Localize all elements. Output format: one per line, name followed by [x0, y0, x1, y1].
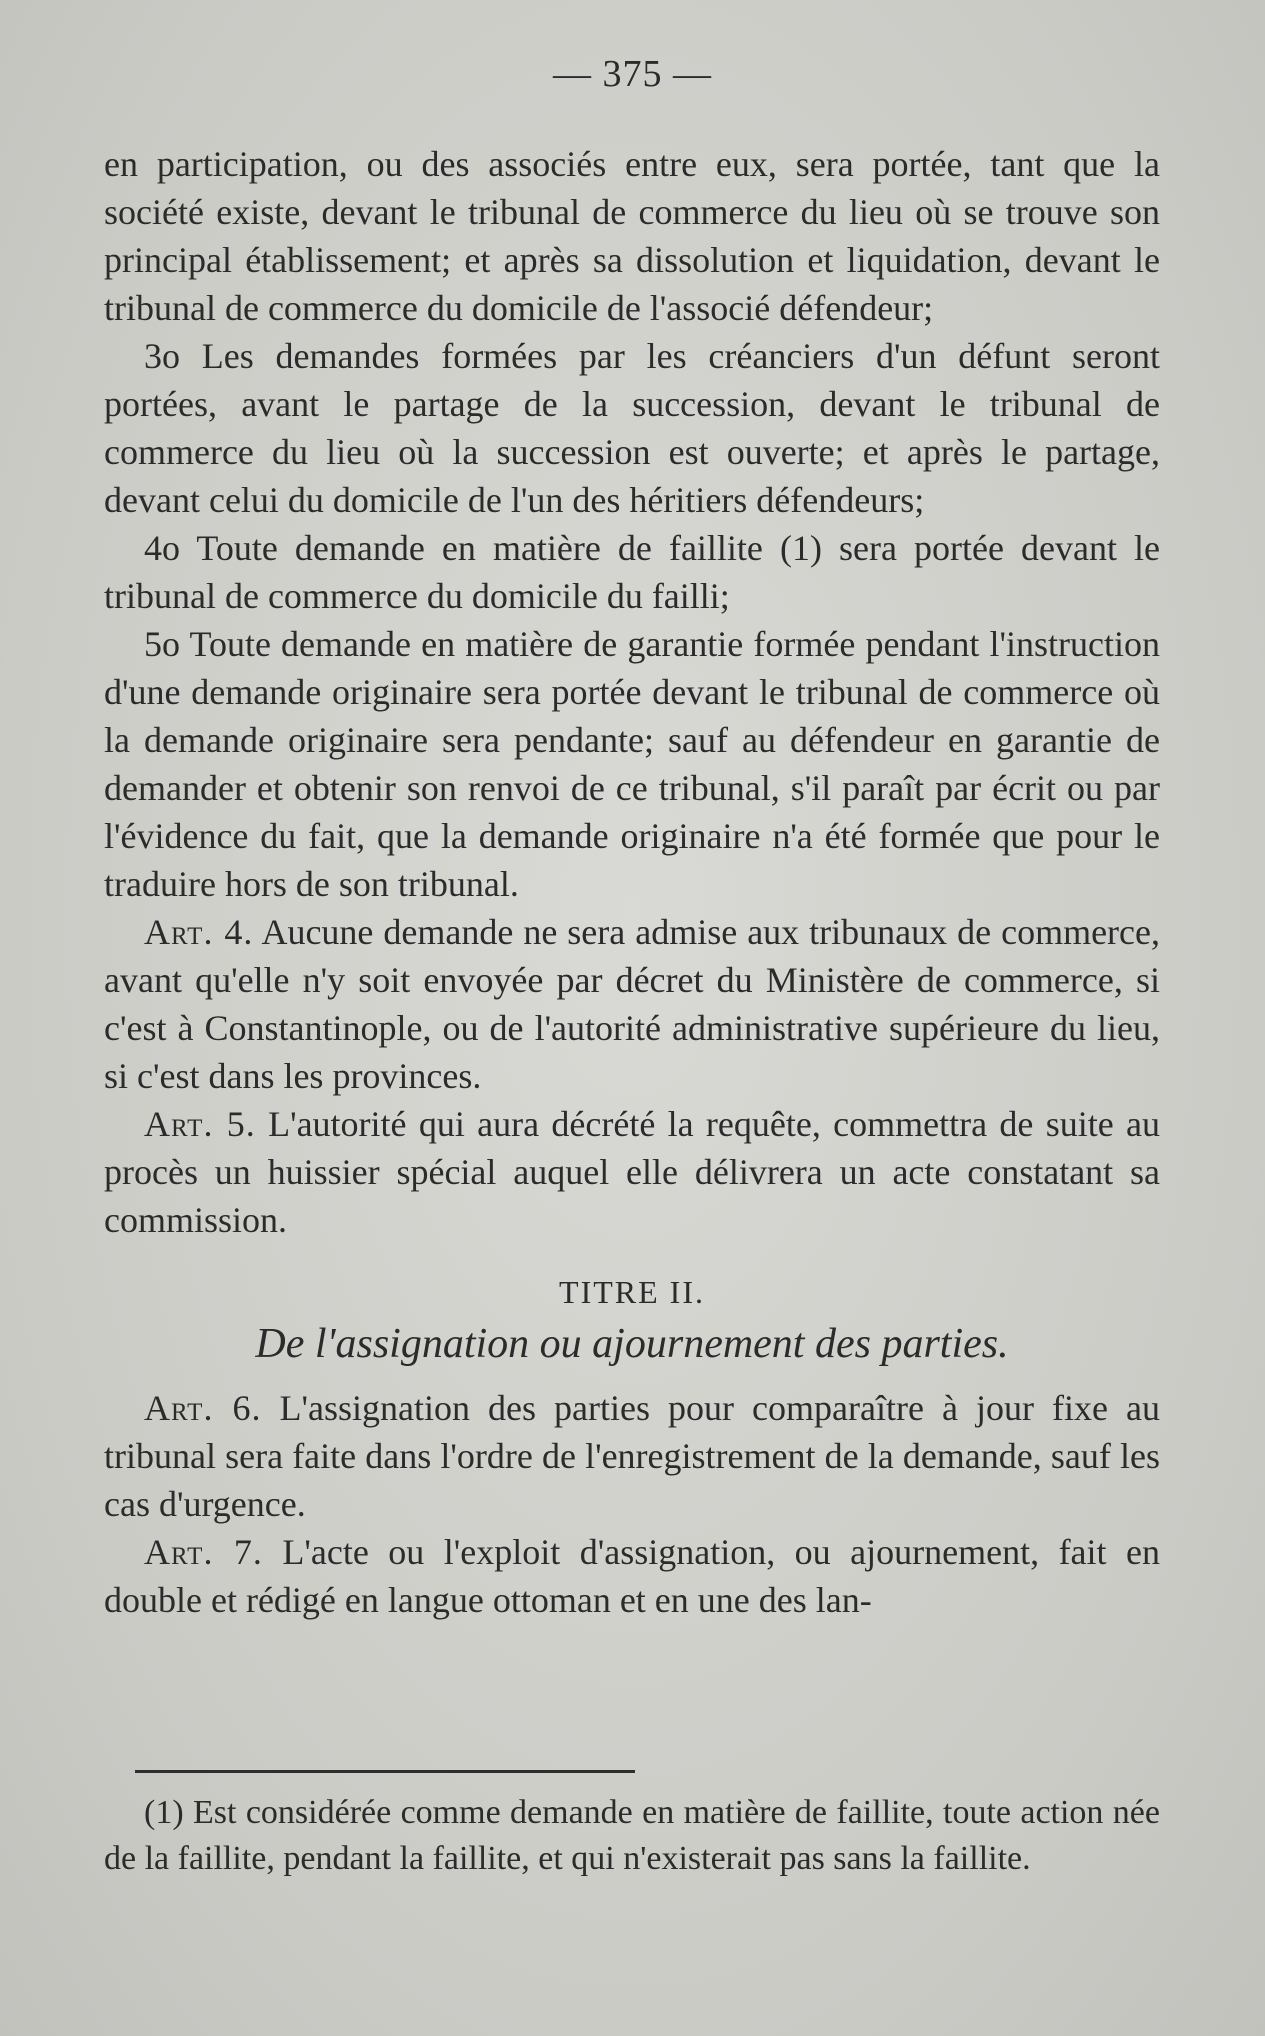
footnote-divider [135, 1770, 635, 1773]
section-subtitle: De l'assignation ou ajournement des parties. [255, 1321, 1009, 1367]
article-text: Aucune demande ne sera admise aux tribunaux de commerce, avant qu'elle n'y soit envoyée par décret du Ministère de commerce, si c'est à Constantinople, ou de l'autorité administrative supérieure du lieu, si c'est dans les provinces. [104, 912, 1160, 1096]
paragraph-item-3: 3o Les demandes formées par les créanciers d'un défunt seront portées, avant le partage de la succession, devant le tribunal de commerce du lieu où la succession est ouverte; et après le partage, devant celui du domicile de l'un des héritiers défendeurs; [104, 336, 1160, 520]
section-title: TITRE II. [559, 1274, 705, 1310]
article-text: L'assignation des parties pour comparaître à jour fixe au tribunal sera faite dans l'ordre de l'enregistrement de la demande, sauf les cas d'urgence. [104, 1388, 1161, 1524]
footnote-text: (1) Est considérée comme demande en matière de faillite, toute action née de la faillite, pendant la faillite, et qui n'existerait pas sans la faillite. [104, 1794, 1160, 1877]
paragraph-item-4: 4o Toute demande en matière de faillite (1) sera portée devant le tribunal de commerce du domicile du failli; [104, 528, 1160, 616]
article-label: Art. 6. [144, 1388, 262, 1428]
paragraph-continuation: en participation, ou des associés entre eux, sera portée, tant que la société existe, devant le tribunal de commerce du lieu où se trouve son principal établissement; et après sa dissolution et liquidation, devant le tribunal de commerce du domicile de l'associé défendeur; [104, 144, 1160, 328]
article-label: Art. 5. [144, 1104, 256, 1144]
article-label: Art. 7. [144, 1532, 263, 1572]
main-text [104, 140, 1160, 1624]
article-7 [104, 1528, 1160, 1624]
paragraph-item-5: 5o Toute demande en matière de garantie formée pendant l'instruction d'une demande originaire sera portée devant le tribunal de commerce où la demande originaire sera pendante; sauf au défendeur en garantie de demander et obtenir son renvoi de ce tribunal, s'il paraît par écrit ou par l'évidence du fait, que la demande originaire n'a été formée que pour le traduire hors de son tribunal. [104, 624, 1160, 904]
article-text: L'autorité qui aura décrété la requête, commettra de suite au procès un huissier spécial auquel elle délivrera un acte constatant sa commission. [104, 1104, 1160, 1240]
footnote [104, 1790, 1160, 1882]
article-6 [104, 1384, 1160, 1528]
article-5 [104, 1100, 1160, 1244]
page-number: — 375 — [553, 53, 712, 95]
article-label: Art. 4. [144, 912, 254, 952]
article-4 [104, 908, 1160, 1100]
article-text: L'acte ou l'exploit d'assignation, ou ajournement, fait en double et rédigé en langue ottoman et en une des lan- [104, 1532, 1160, 1620]
